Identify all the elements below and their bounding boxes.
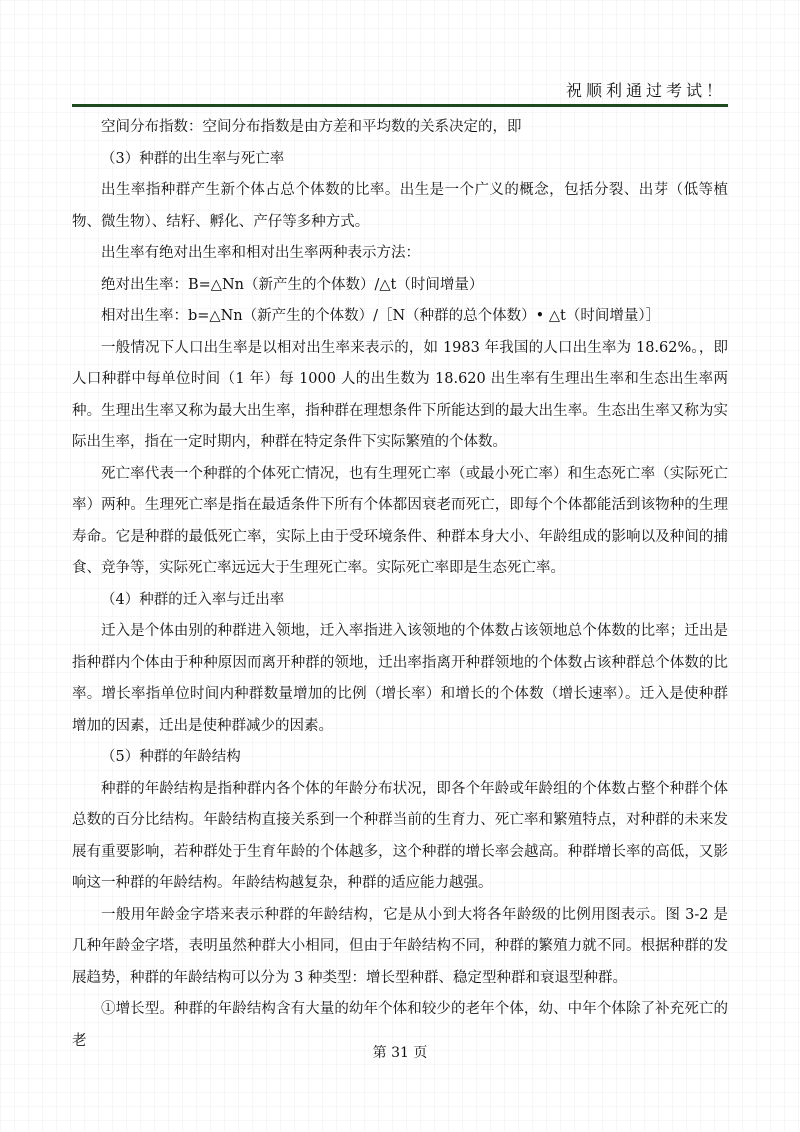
section-heading-age-structure: （5）种群的年龄结构 xyxy=(101,749,241,765)
paragraph-birth-rate-definition: 出生率指种群产生新个体占总个体数的比率。出生是一个广义的概念，包括分裂、出芽（低等植物、微生物）、结籽、孵化、产仔等多种方式。 xyxy=(72,182,728,230)
page-number: 第 31 页 xyxy=(372,1045,428,1061)
section-heading-birth-death: （3）种群的出生率与死亡率 xyxy=(101,150,285,167)
formula-absolute-birth-rate: 绝对出生率：B=△Nn（新产生的个体数）/△t（时间增量） xyxy=(101,276,484,293)
paragraph-growth-type: ①增长型。种群的年龄结构含有大量的幼年个体和较少的老年个体，幼、中年个体除了补充死亡的老 xyxy=(72,1001,728,1049)
header-motto: 祝顺利通过考试！ xyxy=(565,81,726,100)
paragraph-human-birth-rate: 一般情况下人口出生率是以相对出生率来表示的，如 1983 年我国的人口出生率为 18.62%。，即人口种群中每单位时间（1 年）每 1000 人的出生数为 18.620 出生率有生理出生率和生态出生率两种。生理出生率又称为最大出生率，指种群在理想条件下所能达到的最大出生率。生态出生率又称为实际出生率，指在一定时期内，种群在特定条件下实际繁殖的个体数。 xyxy=(72,339,728,450)
paragraph-age-pyramid: 一般用年龄金字塔来表示种群的年龄结构，它是从小到大将各年龄级的比例用图表示。图 3-2 是几种年龄金字塔，表明虽然种群大小相同，但由于年龄结构不同，种群的繁殖力就不同。根据种群的发展趋势，种群的年龄结构可以分为 3 种类型：增长型种群、稳定型种群和衰退型种群。 xyxy=(72,906,728,986)
paragraph-spatial-index: 空间分布指数：空间分布指数是由方差和平均数的关系决定的，即 xyxy=(101,119,522,135)
header-divider xyxy=(72,104,728,107)
paragraph-birth-rate-methods: 出生率有绝对出生率和相对出生率两种表示方法： xyxy=(101,245,420,261)
paragraph-migration: 迁入是个体由别的种群进入领地，迁入率指进入该领地的个体数占该领地总个体数的比率；迁出是指种群内个体由于种种原因而离开种群的领地，迁出率指离开种群领地的个体数占该种群总个体数的比率。增长率指单位时间内种群数量增加的比例（增长率）和增长的个体数（增长速率）。迁入是使种群增加的因素，迁出是使种群减少的因素。 xyxy=(72,623,728,734)
paragraph-death-rate: 死亡率代表一个种群的个体死亡情况，也有生理死亡率（或最小死亡率）和生态死亡率（实际死亡率）两种。生理死亡率是指在最适条件下所有个体都因衰老而死亡，即每个个体都能活到该物种的生理寿命。它是种群的最低死亡率，实际上由于受环境条件、种群本身大小、年龄组成的影响以及种间的捕食、竞争等，实际死亡率远远大于生理死亡率。实际死亡率即是生态死亡率。 xyxy=(72,465,728,576)
section-heading-migration: （4）种群的迁入率与迁出率 xyxy=(101,591,285,608)
document-body xyxy=(72,112,728,1057)
paragraph-age-structure: 种群的年龄结构是指种群内各个体的年龄分布状况，即各个年龄或年龄组的个体数占整个种群个体总数的百分比结构。年龄结构直接关系到一个种群当前的生育力、死亡率和繁殖特点，对种群的未来发展有重要影响，若种群处于生育年龄的个体越多，这个种群的增长率会越高。种群增长率的高低，又影响这一种群的年龄结构。年龄结构越复杂，种群的适应能力越强。 xyxy=(72,780,728,891)
formula-relative-birth-rate: 相对出生率：b=△Nn（新产生的个体数）/［N（种群的总个体数）• △t（时间增量）］ xyxy=(101,308,661,324)
